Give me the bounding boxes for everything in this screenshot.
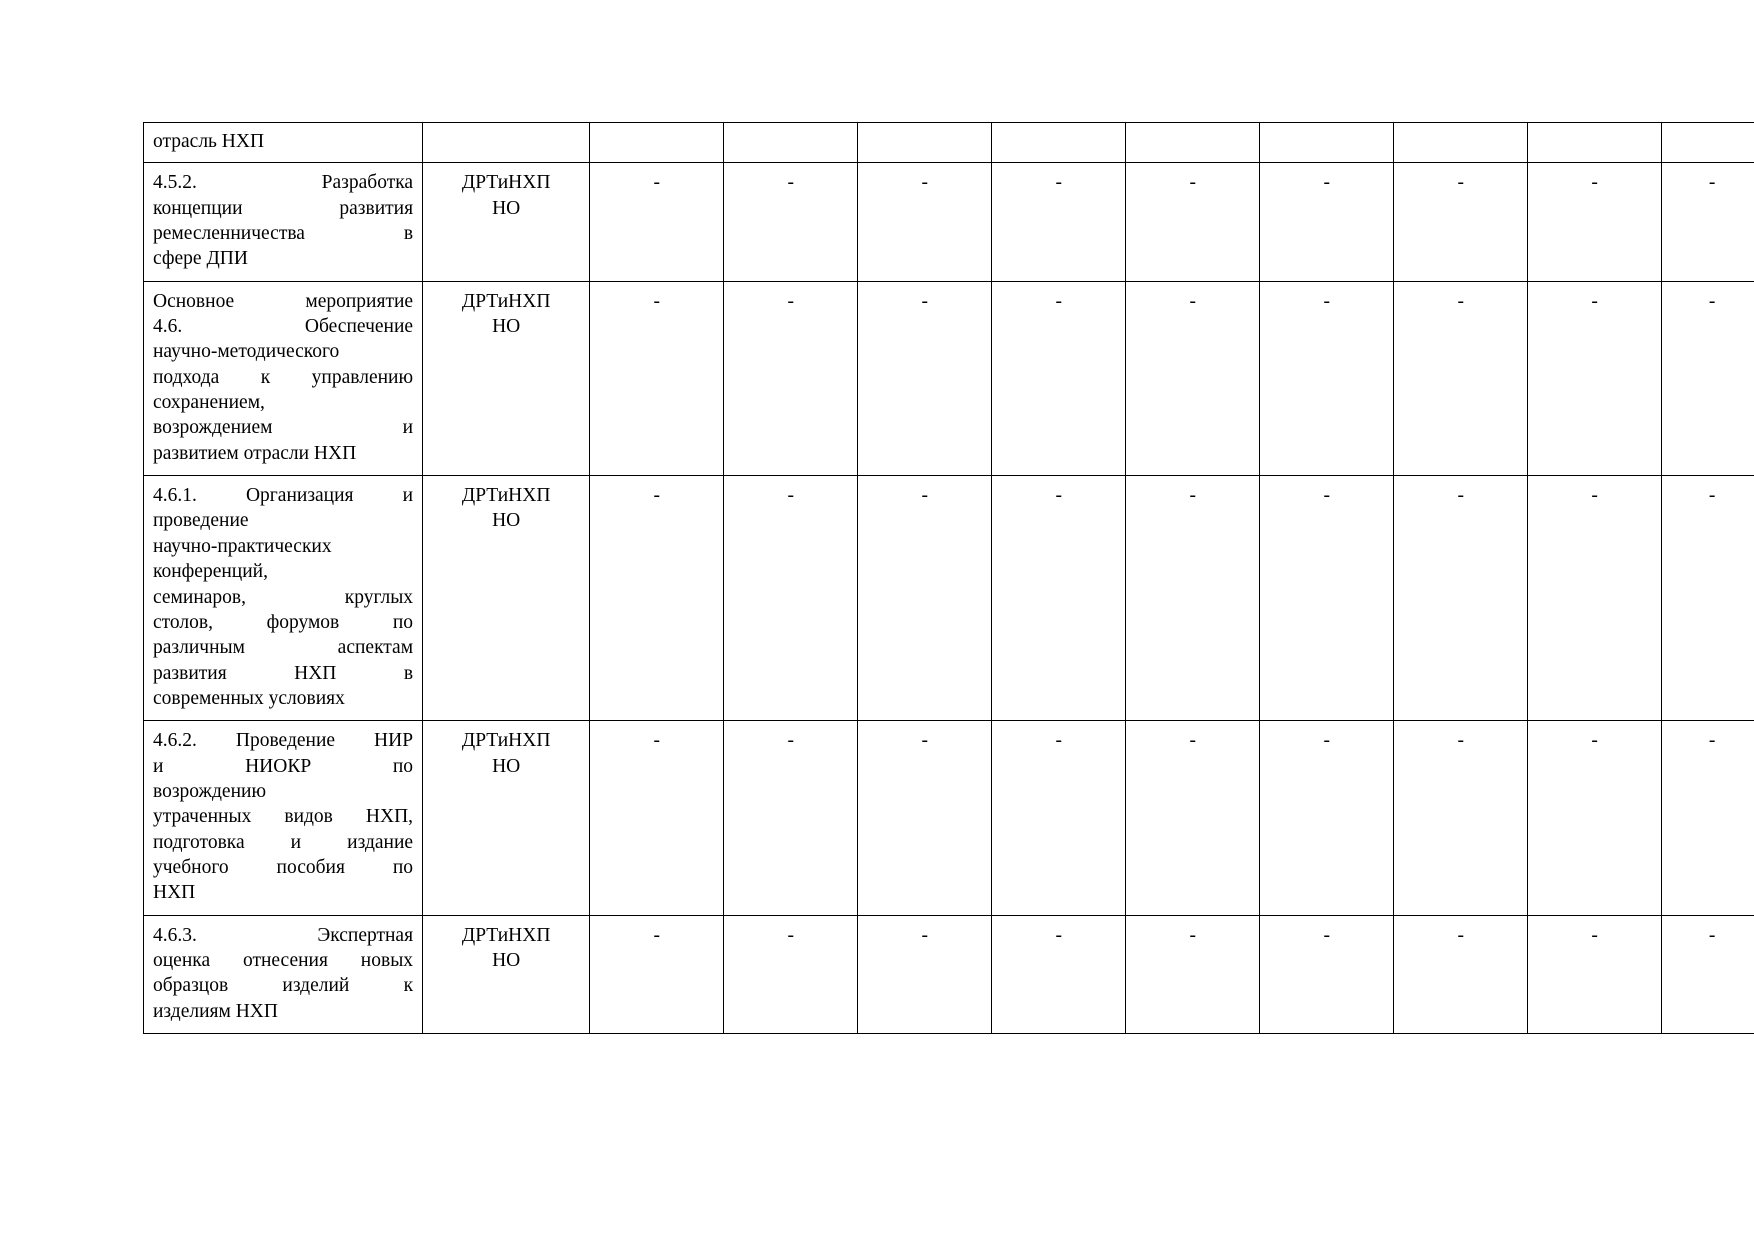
- value-text: -: [1323, 485, 1330, 507]
- value-text: -: [1591, 290, 1598, 312]
- value-text: -: [1189, 924, 1196, 946]
- measure-name-line: развития НХП в: [153, 662, 414, 684]
- value-cell-7: [1394, 915, 1528, 1033]
- value-cell-6: [1260, 281, 1394, 475]
- value-text: -: [1708, 172, 1716, 194]
- value-cell-8: [1528, 163, 1662, 281]
- measure-name-text: отрасль НХП: [153, 131, 265, 152]
- value-text: -: [1591, 924, 1598, 946]
- value-cell-6: [1260, 915, 1394, 1033]
- value-text: -: [653, 485, 661, 507]
- value-cell-2: [724, 123, 858, 163]
- measure-name-cell: [144, 281, 423, 475]
- value-text: -: [1457, 485, 1464, 507]
- measure-name-line: различным аспектам: [153, 637, 414, 659]
- value-cell-8: [1528, 721, 1662, 915]
- measure-name-line: оценка отнесения новых: [153, 949, 414, 971]
- value-cell-3: [858, 915, 992, 1033]
- table-row: [144, 281, 1754, 475]
- value-text: -: [1189, 172, 1196, 194]
- value-cell-1: [590, 915, 724, 1033]
- value-cell-5: [1126, 281, 1260, 475]
- value-cell-9: [1662, 123, 1754, 163]
- value-cell-1: [590, 281, 724, 475]
- value-cell-4: [992, 281, 1126, 475]
- executor-cell: [423, 476, 590, 721]
- value-text: -: [787, 172, 795, 194]
- measure-name-line: возрождением и: [153, 417, 414, 439]
- value-text: -: [787, 924, 795, 946]
- executor-line: НО: [492, 197, 521, 219]
- executor-cell: [423, 915, 590, 1033]
- value-text: -: [921, 730, 928, 752]
- value-cell-3: [858, 163, 992, 281]
- measure-name-line: 4.6.2. Проведение НИР: [153, 730, 414, 752]
- value-cell-4: [992, 163, 1126, 281]
- table-row: [144, 915, 1754, 1033]
- value-text: -: [1708, 290, 1716, 312]
- value-text: -: [1189, 730, 1196, 752]
- table-row: [144, 163, 1754, 281]
- value-text: -: [787, 485, 795, 507]
- value-text: -: [653, 172, 661, 194]
- value-text: -: [653, 290, 661, 312]
- measure-name-line: сохранением,: [153, 392, 265, 414]
- measure-name-line: сфере ДПИ: [153, 248, 248, 270]
- value-cell-3: [858, 476, 992, 721]
- value-cell-1: [590, 721, 724, 915]
- executor-cell: [423, 721, 590, 915]
- measure-name-line: семинаров, круглых: [153, 586, 414, 608]
- executor-line: ДРТиНХП: [461, 485, 551, 507]
- value-cell-5: [1126, 163, 1260, 281]
- value-text: -: [1055, 172, 1062, 194]
- executor-line: НО: [492, 755, 521, 777]
- measure-name-line: Основное мероприятие: [153, 290, 414, 312]
- measure-name-line: образцов изделий к: [153, 975, 414, 997]
- value-cell-1: [590, 476, 724, 721]
- measure-name-line: научно-практических: [153, 535, 332, 557]
- value-cell-9: [1662, 163, 1754, 281]
- value-text: -: [1708, 485, 1716, 507]
- measure-name-line: учебного пособия по: [153, 856, 414, 878]
- executor-cell: [423, 123, 590, 163]
- value-text: -: [1189, 290, 1196, 312]
- value-text: -: [1591, 485, 1598, 507]
- value-text: -: [1708, 730, 1716, 752]
- measure-name-line: изделиям НХП: [153, 1000, 278, 1022]
- measure-name-line: НХП: [153, 882, 196, 904]
- measure-name-line: концепции развития: [153, 197, 414, 219]
- measure-name-line: и НИОКР по: [153, 755, 414, 777]
- value-cell-4: [992, 915, 1126, 1033]
- value-text: -: [1323, 172, 1330, 194]
- table-row: [144, 476, 1754, 721]
- measure-name-line: 4.5.2. Разработка: [153, 172, 414, 194]
- executor-line: ДРТиНХП: [461, 290, 551, 312]
- executor-cell: [423, 281, 590, 475]
- measure-name-line: 4.6.3. Экспертная: [153, 924, 414, 946]
- value-text: -: [1708, 924, 1716, 946]
- value-text: -: [1457, 172, 1464, 194]
- value-cell-3: [858, 721, 992, 915]
- measure-name-line: подхода к управлению: [153, 366, 414, 388]
- value-text: -: [1323, 290, 1330, 312]
- measure-name-line: подготовка и издание: [153, 831, 414, 853]
- executor-line: ДРТиНХП: [461, 730, 551, 752]
- measure-name-line: возрождению: [153, 780, 267, 802]
- value-text: -: [653, 924, 661, 946]
- value-cell-7: [1394, 163, 1528, 281]
- measure-name-cell: [144, 721, 423, 915]
- value-cell-4: [992, 721, 1126, 915]
- value-cell-5: [1126, 721, 1260, 915]
- value-text: -: [921, 172, 928, 194]
- executor-line: ДРТиНХП: [461, 924, 551, 946]
- value-text: -: [1323, 730, 1330, 752]
- value-cell-5: [1126, 123, 1260, 163]
- executor-line: НО: [492, 510, 521, 532]
- table-container: [143, 122, 1754, 1034]
- measure-name-line: развитием отрасли НХП: [153, 442, 357, 464]
- measure-name-line: проведение: [153, 510, 249, 532]
- value-cell-6: [1260, 721, 1394, 915]
- executor-line: НО: [492, 316, 521, 338]
- value-cell-8: [1528, 123, 1662, 163]
- measure-name-line: утраченных видов НХП,: [153, 806, 414, 828]
- value-cell-4: [992, 123, 1126, 163]
- measure-name-line: 4.6.1. Организация и: [153, 485, 414, 507]
- value-text: -: [921, 290, 928, 312]
- measure-name-line: научно-методического: [153, 341, 340, 363]
- value-text: -: [1055, 730, 1062, 752]
- measure-name-cell: [144, 123, 423, 163]
- value-cell-6: [1260, 123, 1394, 163]
- value-cell-6: [1260, 476, 1394, 721]
- value-cell-2: [724, 163, 858, 281]
- value-cell-3: [858, 281, 992, 475]
- measure-name-line: 4.6. Обеспечение: [153, 316, 414, 338]
- measure-name-line: современных условиях: [153, 687, 345, 709]
- executor-line: ДРТиНХП: [461, 172, 551, 194]
- value-cell-5: [1126, 915, 1260, 1033]
- value-cell-8: [1528, 476, 1662, 721]
- value-cell-7: [1394, 123, 1528, 163]
- value-text: -: [787, 290, 795, 312]
- value-cell-9: [1662, 281, 1754, 475]
- value-cell-7: [1394, 281, 1528, 475]
- table-row: [144, 721, 1754, 915]
- value-text: -: [653, 730, 661, 752]
- value-text: -: [787, 730, 795, 752]
- value-cell-3: [858, 123, 992, 163]
- value-text: -: [1457, 730, 1464, 752]
- value-text: -: [1055, 485, 1062, 507]
- value-cell-8: [1528, 915, 1662, 1033]
- value-text: -: [1055, 290, 1062, 312]
- value-cell-2: [724, 476, 858, 721]
- value-cell-7: [1394, 721, 1528, 915]
- value-text: -: [1323, 924, 1330, 946]
- measure-name-line: конференций,: [153, 561, 268, 583]
- table-row: [144, 123, 1754, 163]
- executor-cell: [423, 163, 590, 281]
- value-text: -: [921, 924, 928, 946]
- value-cell-9: [1662, 476, 1754, 721]
- value-cell-9: [1662, 721, 1754, 915]
- measure-name-line: ремесленничества в: [153, 223, 414, 245]
- measure-name-cell: [144, 915, 423, 1033]
- value-cell-2: [724, 915, 858, 1033]
- value-text: -: [1055, 924, 1062, 946]
- value-cell-1: [590, 123, 724, 163]
- programme-measures-table: [143, 122, 1754, 1034]
- value-cell-2: [724, 281, 858, 475]
- value-text: -: [1591, 730, 1598, 752]
- measure-name-line: столов, форумов по: [153, 611, 414, 633]
- measure-name-cell: [144, 476, 423, 721]
- value-cell-4: [992, 476, 1126, 721]
- executor-line: НО: [492, 949, 521, 971]
- value-cell-7: [1394, 476, 1528, 721]
- value-cell-1: [590, 163, 724, 281]
- value-text: -: [921, 485, 928, 507]
- value-text: -: [1189, 485, 1196, 507]
- value-text: -: [1457, 924, 1464, 946]
- value-cell-8: [1528, 281, 1662, 475]
- value-cell-2: [724, 721, 858, 915]
- value-cell-6: [1260, 163, 1394, 281]
- value-text: -: [1457, 290, 1464, 312]
- value-cell-5: [1126, 476, 1260, 721]
- measure-name-cell: [144, 163, 423, 281]
- value-text: -: [1591, 172, 1598, 194]
- value-cell-9: [1662, 915, 1754, 1033]
